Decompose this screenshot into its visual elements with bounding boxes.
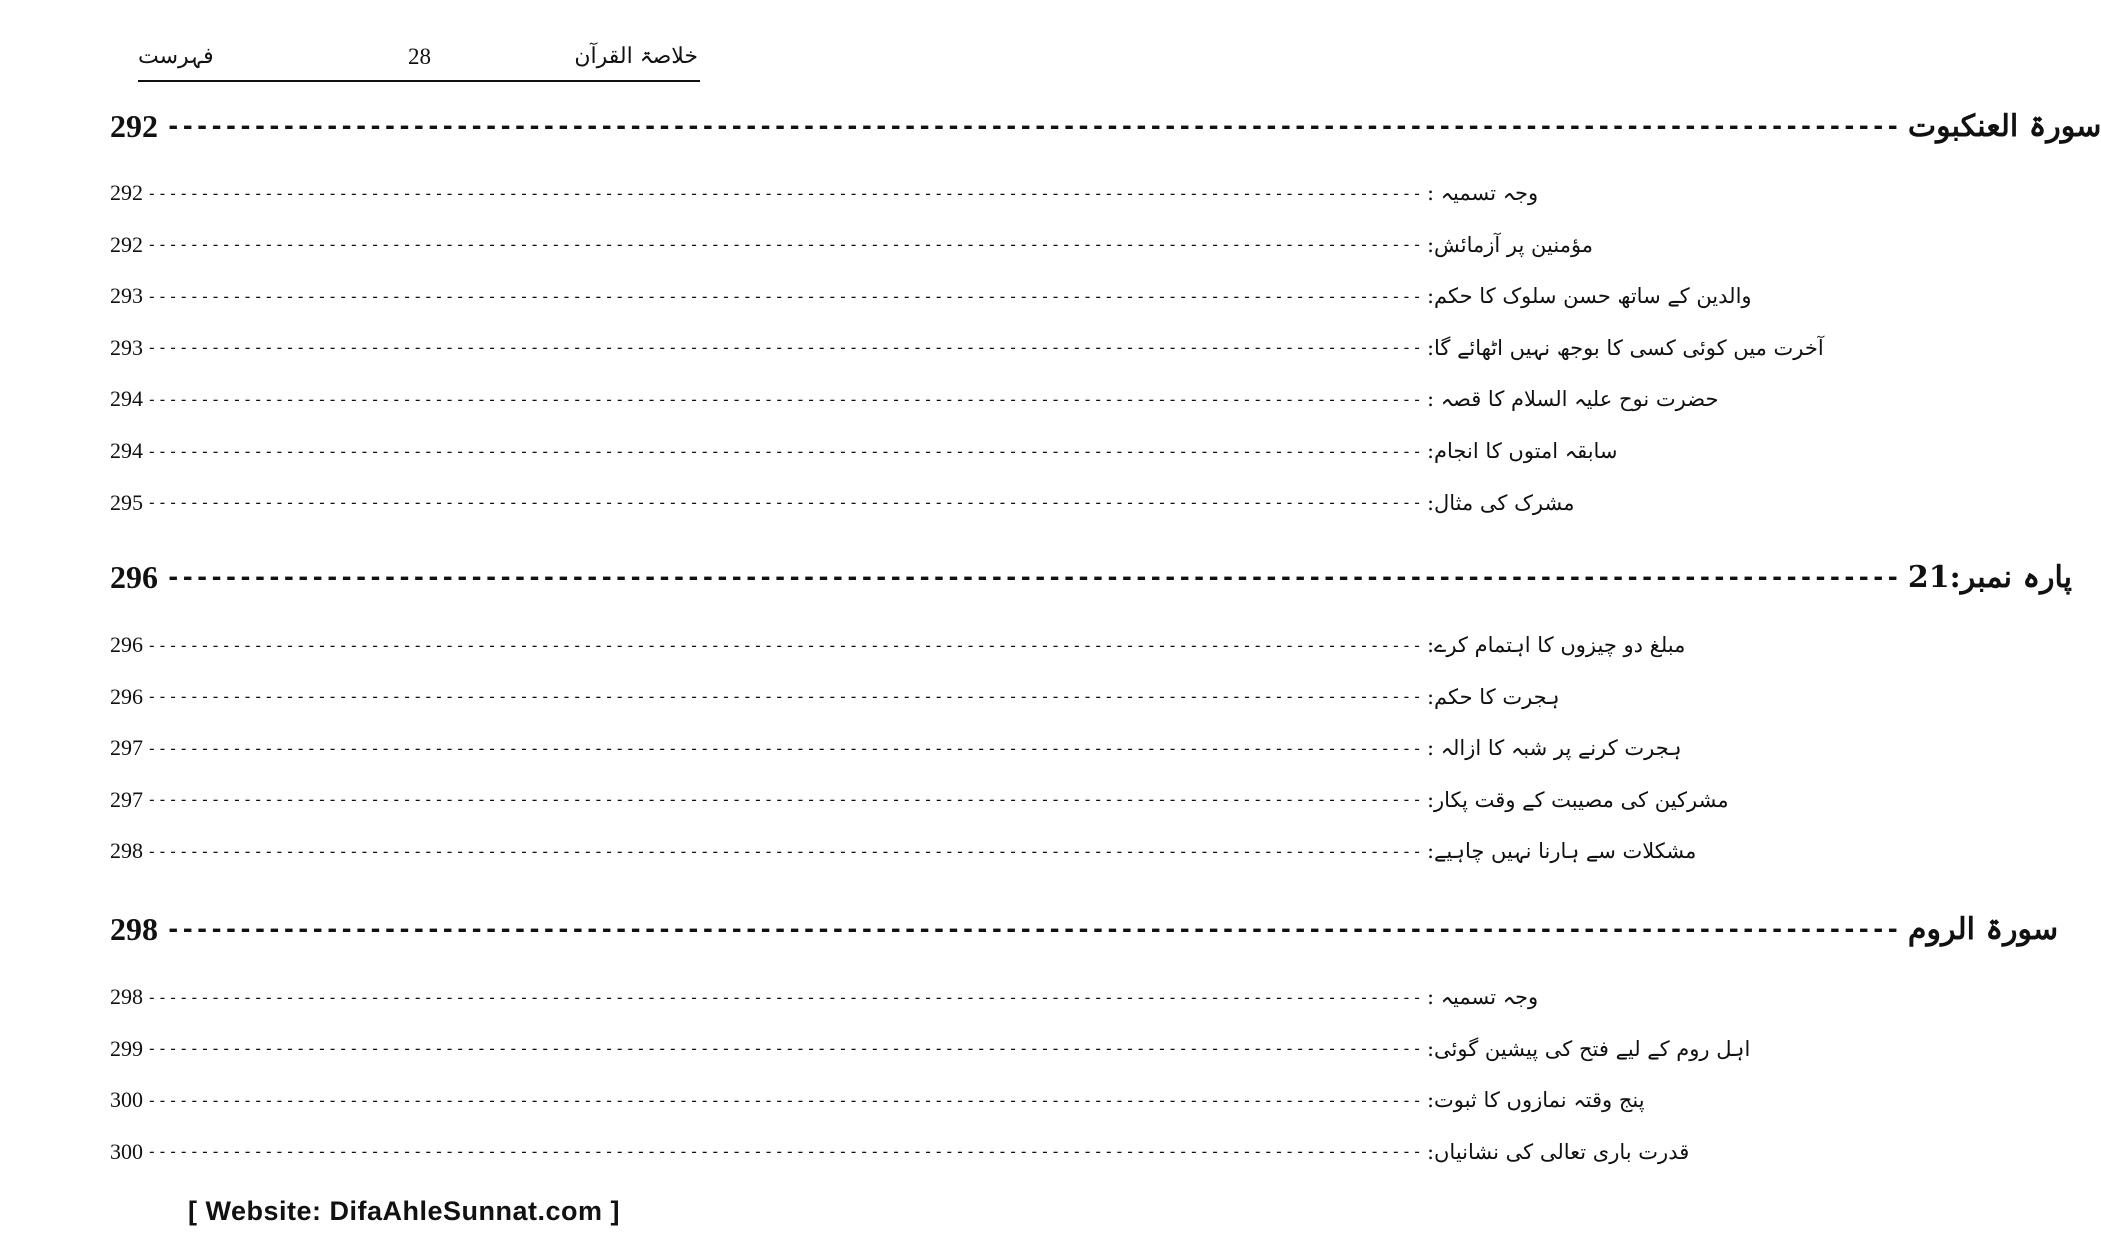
leader-dashes: ------------------------------------------------------------------------------------------------------------------------ — [147, 1039, 1423, 1059]
section-page-number: 292 — [110, 107, 158, 144]
leader-dashes: ------------------------------------------------------------------------------------------------------------------------ — [147, 738, 1423, 758]
leader-dashes: ------------------------------------------------------------------------------------------------------------------------ — [147, 635, 1423, 655]
toc-entry — [110, 783, 1729, 817]
leader-dashes: ------------------------------------------------------------------------------------------------------------------------ — [147, 235, 1423, 255]
toc-entry — [110, 1135, 1690, 1169]
section-page-number: 298 — [110, 910, 158, 947]
entry-page-number: 299 — [110, 1035, 143, 1061]
entry-title: ہجرت کا حکم: — [1426, 684, 1560, 709]
leader-dashes: ------------------------------------------------------------------------------------------------------------------------ — [147, 183, 1423, 203]
leader-dashes: ------------------------------------------------------------------------------------------------------------------------ — [147, 790, 1423, 810]
leader-dashes: ------------------------------------------------------------------------------------------------------------------------ — [147, 687, 1423, 707]
entry-title: اہل روم کے لیے فتح کی پیشین گوئی: — [1426, 1036, 1751, 1061]
entry-title: آخرت میں کوئی کسی کا بوجھ نہیں اٹھائے گا: — [1426, 335, 1824, 360]
entry-page-number: 297 — [110, 786, 143, 812]
section-heading-row — [110, 907, 2059, 951]
entry-title: مؤمنین پر آزمائش: — [1426, 232, 1594, 257]
toc-entry — [110, 1032, 1751, 1066]
toc-entry — [110, 279, 1752, 313]
entry-page-number: 298 — [110, 838, 143, 864]
leader-dashes: ------------------------------------------------------------------------------------------------------------------------ — [147, 841, 1423, 861]
toc-entry — [110, 331, 1824, 365]
page-number: 28 — [408, 44, 431, 69]
entry-title: وجہ تسمیہ : — [1426, 985, 1539, 1009]
toc-entry — [110, 176, 1539, 210]
header-divider — [138, 80, 700, 82]
entry-page-number: 300 — [110, 1138, 143, 1164]
entry-page-number: 300 — [110, 1087, 143, 1113]
section-heading: پارہ نمبر:21 — [1907, 559, 2073, 595]
toc-entry — [110, 628, 1686, 662]
entry-page-number: 293 — [110, 283, 143, 309]
toc-entry — [110, 834, 1697, 868]
entry-page-number: 294 — [110, 386, 143, 412]
entry-title: مبلغ دو چیزوں کا اہتمام کرے: — [1426, 633, 1686, 657]
entry-title: پنج وقتہ نمازوں کا ثبوت: — [1426, 1088, 1645, 1113]
toc-entry — [110, 980, 1539, 1014]
toc-entry — [110, 486, 1575, 520]
section-heading-row — [110, 104, 2101, 148]
leader-dashes: ------------------------------------------------------------------------------------------------------------------------ — [147, 1090, 1423, 1110]
leader-dashes: ------------------------------------------------------------------------------------------------------------------------ — [147, 1142, 1423, 1162]
entry-title: والدین کے ساتھ حسن سلوک کا حکم: — [1426, 284, 1752, 309]
entry-page-number: 296 — [110, 683, 143, 709]
toc-entry — [110, 382, 1719, 416]
section-heading: سورۃ العنکبوت — [1907, 108, 2101, 144]
leader-dashes: ------------------------------------------------------------------------------------------------------------------------ — [166, 563, 1900, 591]
entry-page-number: 298 — [110, 984, 143, 1009]
entry-page-number: 297 — [110, 735, 143, 761]
entry-title: ہجرت کرنے پر شبہ کا ازالہ : — [1426, 736, 1682, 761]
book-title: خلاصۃ القرآن — [574, 44, 698, 69]
entry-page-number: 294 — [110, 438, 143, 463]
leader-dashes: ------------------------------------------------------------------------------------------------------------------------ — [166, 112, 1900, 140]
entry-page-number: 295 — [110, 489, 143, 515]
toc-entry — [110, 1083, 1645, 1117]
toc-entry — [110, 680, 1560, 714]
leader-dashes: ------------------------------------------------------------------------------------------------------------------------ — [147, 441, 1423, 461]
leader-dashes: ------------------------------------------------------------------------------------------------------------------------ — [147, 389, 1423, 409]
entry-page-number: 292 — [110, 231, 143, 257]
entry-page-number: 292 — [110, 180, 143, 205]
toc-entry — [110, 228, 1594, 262]
toc-entry — [110, 731, 1682, 765]
leader-dashes: ------------------------------------------------------------------------------------------------------------------------ — [147, 493, 1423, 513]
entry-title: سابقہ امتوں کا انجام: — [1426, 439, 1618, 463]
entry-page-number: 296 — [110, 632, 143, 657]
leader-dashes: ------------------------------------------------------------------------------------------------------------------------ — [166, 915, 1900, 943]
section-heading: سورۃ الروم — [1907, 911, 2059, 947]
leader-dashes: ------------------------------------------------------------------------------------------------------------------------ — [147, 338, 1423, 358]
entry-title: قدرت باری تعالی کی نشانیاں: — [1426, 1139, 1690, 1164]
section-page-number: 296 — [110, 558, 158, 595]
entry-title: مشرک کی مثال: — [1426, 490, 1575, 515]
toc-entry — [110, 434, 1618, 468]
entry-title: وجہ تسمیہ : — [1426, 181, 1539, 205]
page-header — [138, 44, 698, 78]
website-footer: [ Website: DifaAhleSunnat.com ] — [187, 1196, 621, 1226]
leader-dashes: ------------------------------------------------------------------------------------------------------------------------ — [147, 987, 1423, 1007]
section-heading-row — [110, 555, 2073, 599]
section-label: فہرست — [138, 44, 214, 69]
entry-page-number: 293 — [110, 334, 143, 360]
entry-title: حضرت نوح علیہ السلام کا قصہ : — [1426, 387, 1719, 412]
leader-dashes: ------------------------------------------------------------------------------------------------------------------------ — [147, 286, 1423, 306]
entry-title: مشکلات سے ہارنا نہیں چاہیے: — [1426, 839, 1697, 864]
entry-title: مشرکین کی مصیبت کے وقت پکار: — [1426, 787, 1729, 812]
